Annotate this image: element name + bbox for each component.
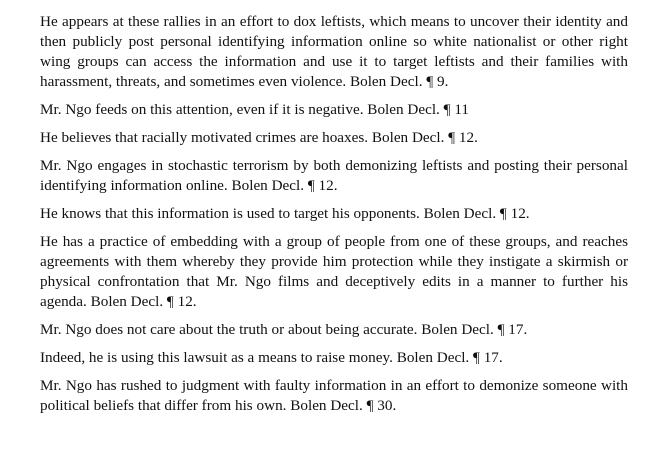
paragraph-5: He knows that this information is used to target his opponents. Bolen Decl. ¶ 12. bbox=[40, 205, 530, 222]
paragraph-7: Mr. Ngo does not care about the truth or about being accurate. Bolen Decl. ¶ 17. bbox=[40, 321, 528, 338]
paragraph-9: Mr. Ngo has rushed to judgment with faulty information in an effort to demonize someone with political beliefs that differ from his own. Bolen Decl. ¶ 30. bbox=[40, 377, 628, 414]
paragraph-8: Indeed, he is using this lawsuit as a means to raise money. Bolen Decl. ¶ 17. bbox=[40, 349, 503, 366]
paragraph-4: Mr. Ngo engages in stochastic terrorism by both demonizing leftists and posting their personal identifying information online. Bolen Decl. ¶ 12. bbox=[40, 157, 628, 194]
document-page bbox=[40, 12, 628, 424]
paragraph-1: He appears at these rallies in an effort to dox leftists, which means to uncover their identity and then publicly post personal identifying information online so white nationalist or other right wing groups can access the information and use it to target leftists and their families with harassment, threats, and sometimes even violence. Bolen Decl. ¶ 9. bbox=[40, 13, 628, 90]
paragraph-3: He believes that racially motivated crimes are hoaxes. Bolen Decl. ¶ 12. bbox=[40, 129, 478, 146]
paragraph-2: Mr. Ngo feeds on this attention, even if it is negative. Bolen Decl. ¶ 11 bbox=[40, 101, 469, 118]
paragraph-6: He has a practice of embedding with a group of people from one of these groups, and reaches agreements with them whereby they provide him protection while they instigate a skirmish or physical confrontation that Mr. Ngo films and deceptively edits in a manner to further his agenda. Bolen Decl. ¶ 12. bbox=[40, 233, 628, 310]
